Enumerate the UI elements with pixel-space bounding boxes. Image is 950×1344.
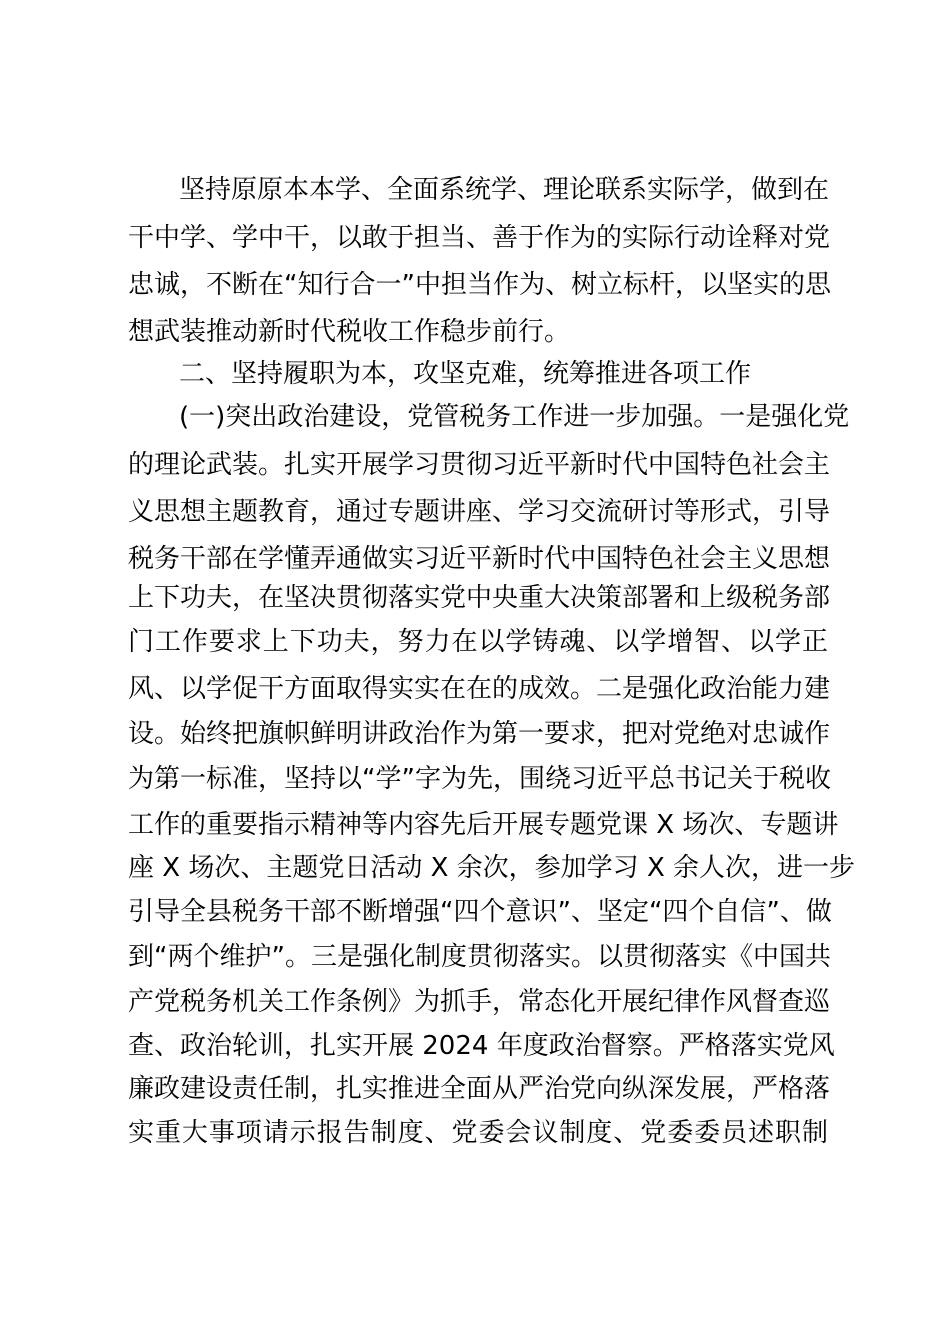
paragraph-line: 查、政治轮训，扎实开展 2024 年度政治督察。严格落实党风	[128, 1031, 835, 1061]
paragraph-line: 想武装推动新时代税收工作稳步前行。	[128, 317, 571, 347]
paragraph-line: 义思想主题教育，通过专题讲座、学习交流研讨等形式，引导	[128, 497, 831, 527]
paragraph-line: 门工作要求上下功夫，努力在以学铸魂、以学增智、以学正	[128, 627, 828, 657]
paragraph-line: 税务干部在学懂弄通做实习近平新时代中国特色社会主义思想	[128, 544, 831, 574]
paragraph-line: 的理论武装。扎实开展学习贯彻习近平新时代中国特色社会主	[128, 450, 831, 480]
paragraph-line: 上下功夫，在坚决贯彻落实党中央重大决策部署和上级税务部	[128, 583, 831, 613]
paragraph-line: 为第一标准，坚持以“学”字为先，围绕习近平总书记关于税收	[128, 764, 831, 794]
paragraph-line: 产党税务机关工作条例》为抓手，常态化开展纪律作风督查巡	[128, 987, 831, 1017]
paragraph-line: 忠诚，不断在“知行合一”中担当作为、树立标杆，以坚实的思	[128, 270, 831, 300]
paragraph-line: 实重大事项请示报告制度、党委会议制度、党委委员述职制	[128, 1118, 828, 1148]
paragraph-line: 工作的重要指示精神等内容先后开展专题党课 X 场次、专题讲	[128, 810, 839, 840]
paragraph-line: 座 X 场次、主题党日活动 X 余次，参加学习 X 余人次，进一步	[128, 853, 856, 883]
paragraph-line: 坚持原原本本学、全面系统学、理论联系实际学，做到在	[179, 175, 830, 205]
section-heading: 二、坚持履职为本，攻坚克难，统筹推进各项工作	[179, 359, 752, 389]
paragraph-line: 设。始终把旗帜鲜明讲政治作为第一要求，把对党绝对忠诚作	[128, 719, 831, 749]
paragraph-line: 干中学、学中干，以敢于担当、善于作为的实际行动诠释对党	[128, 223, 831, 253]
paragraph-line: 引导全县税务干部不断增强“四个意识”、坚定“四个自信”、做	[128, 897, 832, 927]
paragraph-line: (一)突出政治建设，党管税务工作进一步加强。一是强化党	[179, 402, 850, 432]
paragraph-line: 风、以学促干方面取得实实在在的成效。二是强化政治能力建	[128, 674, 831, 704]
paragraph-line: 廉政建设责任制，扎实推进全面从严治党向纵深发展，严格落	[128, 1074, 831, 1104]
paragraph-line: 到“两个维护”。三是强化制度贯彻落实。以贯彻落实《中国共	[128, 942, 831, 972]
